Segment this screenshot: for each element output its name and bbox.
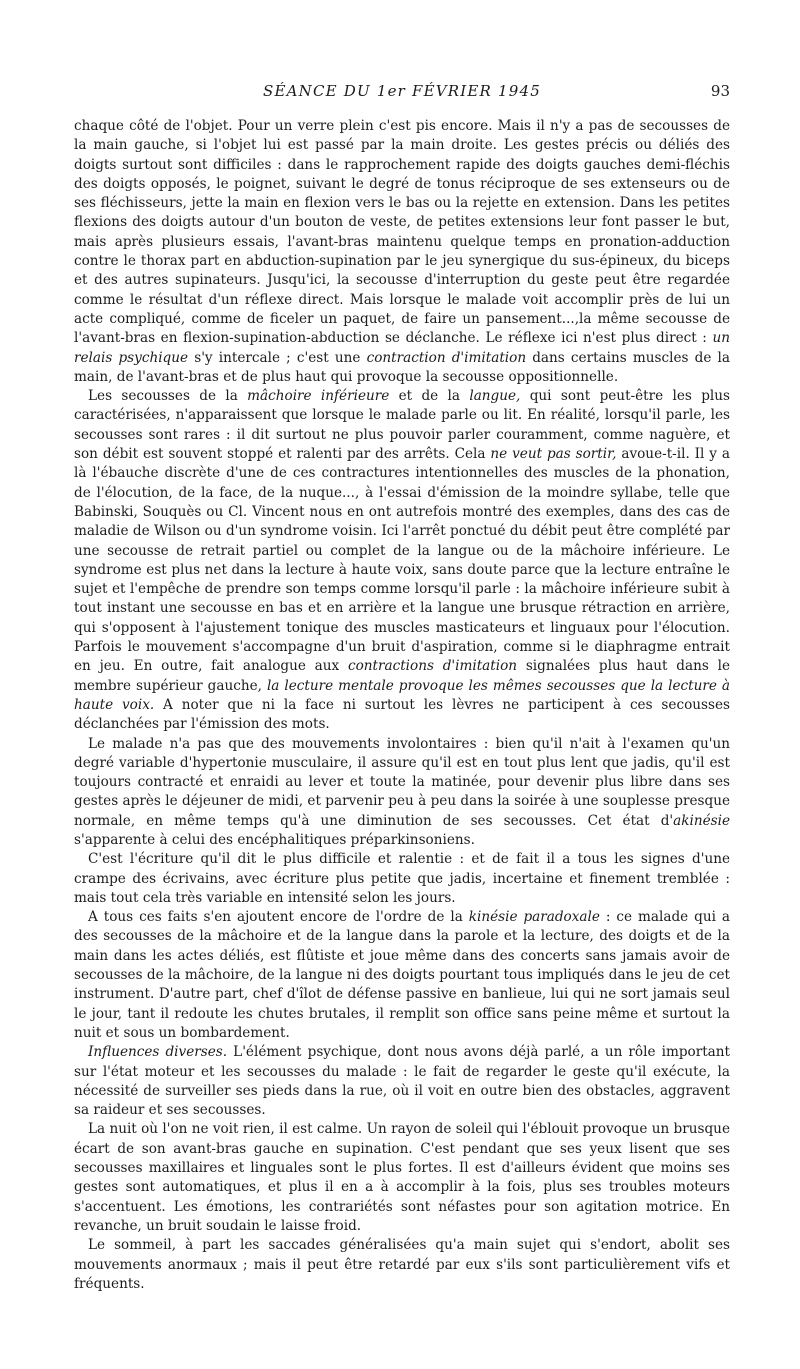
paragraph (74, 850, 730, 908)
text-run: signalées plus haut dans le membre supérieur gauche, (74, 658, 730, 694)
paragraph (74, 735, 730, 851)
text-run: dans certains muscles de la main, de l'avant-bras et de plus haut qui provoque la secousse oppositionnelle. (74, 349, 731, 385)
text-run: s'y intercale ; c'est une (188, 349, 367, 366)
italic-run: akinésie (673, 812, 730, 829)
text-run: La nuit où l'on ne voit rien, il est calme. Un rayon de soleil qui l'éblouit provoque un brusque écart de son avant-bras gauche en supination. C'est pendant que ses yeux lisent que ses secousses maxillaires et linguales sont le plus fortes. Il est d'ailleurs évident que moins ses gestes sont automatiques, et plus il en a à accomplir à la fois, plus ses troubles moteurs s'accentuent. Les émotions, les contrariétés sont néfastes pour son agitation motrice. En revanche, un bruit soudain le laisse froid. (74, 1121, 730, 1234)
italic-run: contraction d'imitation (366, 349, 527, 366)
page-header (74, 82, 730, 108)
text-run: A noter que ni la face ni surtout les lèvres ne participent à ces secousses déclanchées par l'émission des mots. (74, 696, 730, 733)
text-run: L'élément psychique, dont nous avons déjà parlé, a un rôle important sur l'état moteur et les secousses du malade : le fait de regarder le geste qu'il exécute, la nécessité de surveiller ses pieds dans la rue, où il voit en outre bien des obstacles, aggravent sa raideur et ses secousses. (74, 1044, 731, 1119)
paragraph (74, 908, 730, 1043)
text-run: chaque côté de l'objet. Pour un verre plein c'est pis encore. Mais il n'y a pas de secousses de la main gauche, si l'objet lui est passé par la main droite. Les gestes précis ou déliés des doigts surtout sont difficiles : dans le rapprochement rapide des doigts gauches demi-fléchis des doigts opposés, le poignet, suivant le degré de tonus réciproque de ses extenseurs ou de ses fléchisseurs, jette la main en flexion vers le bas ou la rejette en extension. Dans les petites flexions des doigts autour d'un bouton de veste, de petites extensions leur font passer le but, mais après plusieurs essais, l'avant-bras maintenu quelque temps en pronation-adduction contre le thorax part en abduction-supination par le jeu synergique du sus-épineux, du biceps et des autres supinateurs. Jusqu'ici, la secousse d'interruption du geste peut être regardée comme le résultat d'un réflexe direct. Mais lorsque le malade voit accomplir près de lui un acte compliqué, comme de ficeler un paquet, de faire un pansement...,la même secousse de l'avant-bras en flexion-supination-abduction se déclanche. Le réflexe ici n'est plus direct : (74, 118, 730, 347)
paragraph (74, 117, 730, 387)
text-run: Les secousses de la (88, 388, 248, 405)
italic-run: la lecture mentale provoque les mêmes secousses que la lecture à haute voix. (74, 677, 731, 713)
text-run: Le malade n'a pas que des mouvements involontaires : bien qu'il n'ait à l'examen qu'un degré variable d'hypertonie musculaire, il assure qu'il est en tout plus lent que jadis, qu'il est toujours contracté et enraidi au lever et toute la matinée, pour devenir plus libre dans ses gestes après le déjeuner de midi, et parvenir peu à peu dans la soirée à une souplesse presque normale, en même temps qu'à une diminution de ses secousses. Cet état d' (74, 735, 730, 829)
italic-run: un relais psychique (74, 330, 730, 366)
paragraph (74, 1043, 730, 1120)
text-run: avoue-t-il. Il y a là l'ébauche discrète d'une de ces contractures intentionnelles des muscles de la phonation, de l'élocution, de la face, de la nuque..., à l'essai d'émission de la moindre syllabe, telle que Babinski, Souquès ou Cl. Vincent nous en ont autrefois montré des exemples, dans des cas de maladie de Wilson ou d'un syndrome voisin. Ici l'arrêt ponctué du débit peut être complété par une secousse de retrait partiel ou complet de la langue ou de la mâchoire inférieure. Le syndrome est plus net dans la lecture à haute voix, sans doute parce que la lecture entraîne le sujet et l'empêche de prendre son temps comme lorsqu'il parle : la mâchoire inférieure subit à tout instant une secousse en bas et en arrière et la langue une brusque rétraction en arrière, qui s'opposent à l'ajustement tonique des muscles masticateurs et linguaux pour l'élocution. Parfois le mouvement s'accompagne d'un bruit d'aspiration, comme si le diaphragme entrait en jeu. En outre, fait analogue aux (74, 446, 730, 675)
italic-run: langue, (469, 388, 521, 405)
running-head: SÉANCE DU 1er FÉVRIER 1945 (263, 82, 541, 100)
text-run: : ce malade qui a des secousses de la mâchoire et de la langue dans la parole et la lecture, des doigts et de la main dans les actes déliés, est flûtiste et joue même dans des concerts sans jamais avoir de secousses de la mâchoire, de la langue ni des doigts pourtant tous impliqués dans le jeu de cet instrument. D'autre part, chef d'îlot de défense passive en banlieue, lui qui ne sort jamais seul le jour, tant il redoute les chutes brutales, il remplit son office sans peine même et surtout la nuit et sous un bombardement. (74, 909, 730, 1041)
text-run: A tous ces faits s'en ajoutent encore de l'ordre de la (88, 909, 469, 926)
italic-run: mâchoire inférieure (247, 388, 390, 405)
italic-run: contractions d'imitation (347, 658, 518, 675)
italic-run: Influences diverses. (88, 1044, 228, 1061)
paragraph (74, 387, 730, 734)
italic-run: kinésie paradoxale (468, 909, 600, 926)
text-run: C'est l'écriture qu'il dit le plus difficile et ralentie : et de fait il a tous les signes d'une crampe des écrivains, avec écriture plus petite que jadis, incertaine et finement tremblée : mais tout cela très variable en intensité selon les jours. (74, 851, 730, 906)
text-run: s'apparente à celui des encéphalitiques préparkinsoniens. (74, 831, 475, 848)
italic-run: ne veut pas sortir, (490, 446, 617, 463)
text-run: Le sommeil, à part les saccades généralisées qu'a main sujet qui s'endort, abolit ses mouvements anormaux ; mais il peut être retardé par eux s'ils sont particulièrement vifs et fréquents. (74, 1237, 730, 1292)
paragraph (74, 1236, 730, 1294)
text-run: qui sont peut-être les plus caractérisées, n'apparaissent que lorsque le malade parle ou lit. En réalité, lorsqu'il parle, les secousses sont rares : il dit surtout ne plus pouvoir parler couramment, comme naguère, et son débit est souvent stoppé et ralenti par des arrêts. Cela (74, 388, 730, 463)
body-text (74, 117, 730, 1294)
text-run: et de la (389, 388, 470, 405)
paragraph (74, 1120, 730, 1236)
page-number: 93 (710, 82, 730, 100)
